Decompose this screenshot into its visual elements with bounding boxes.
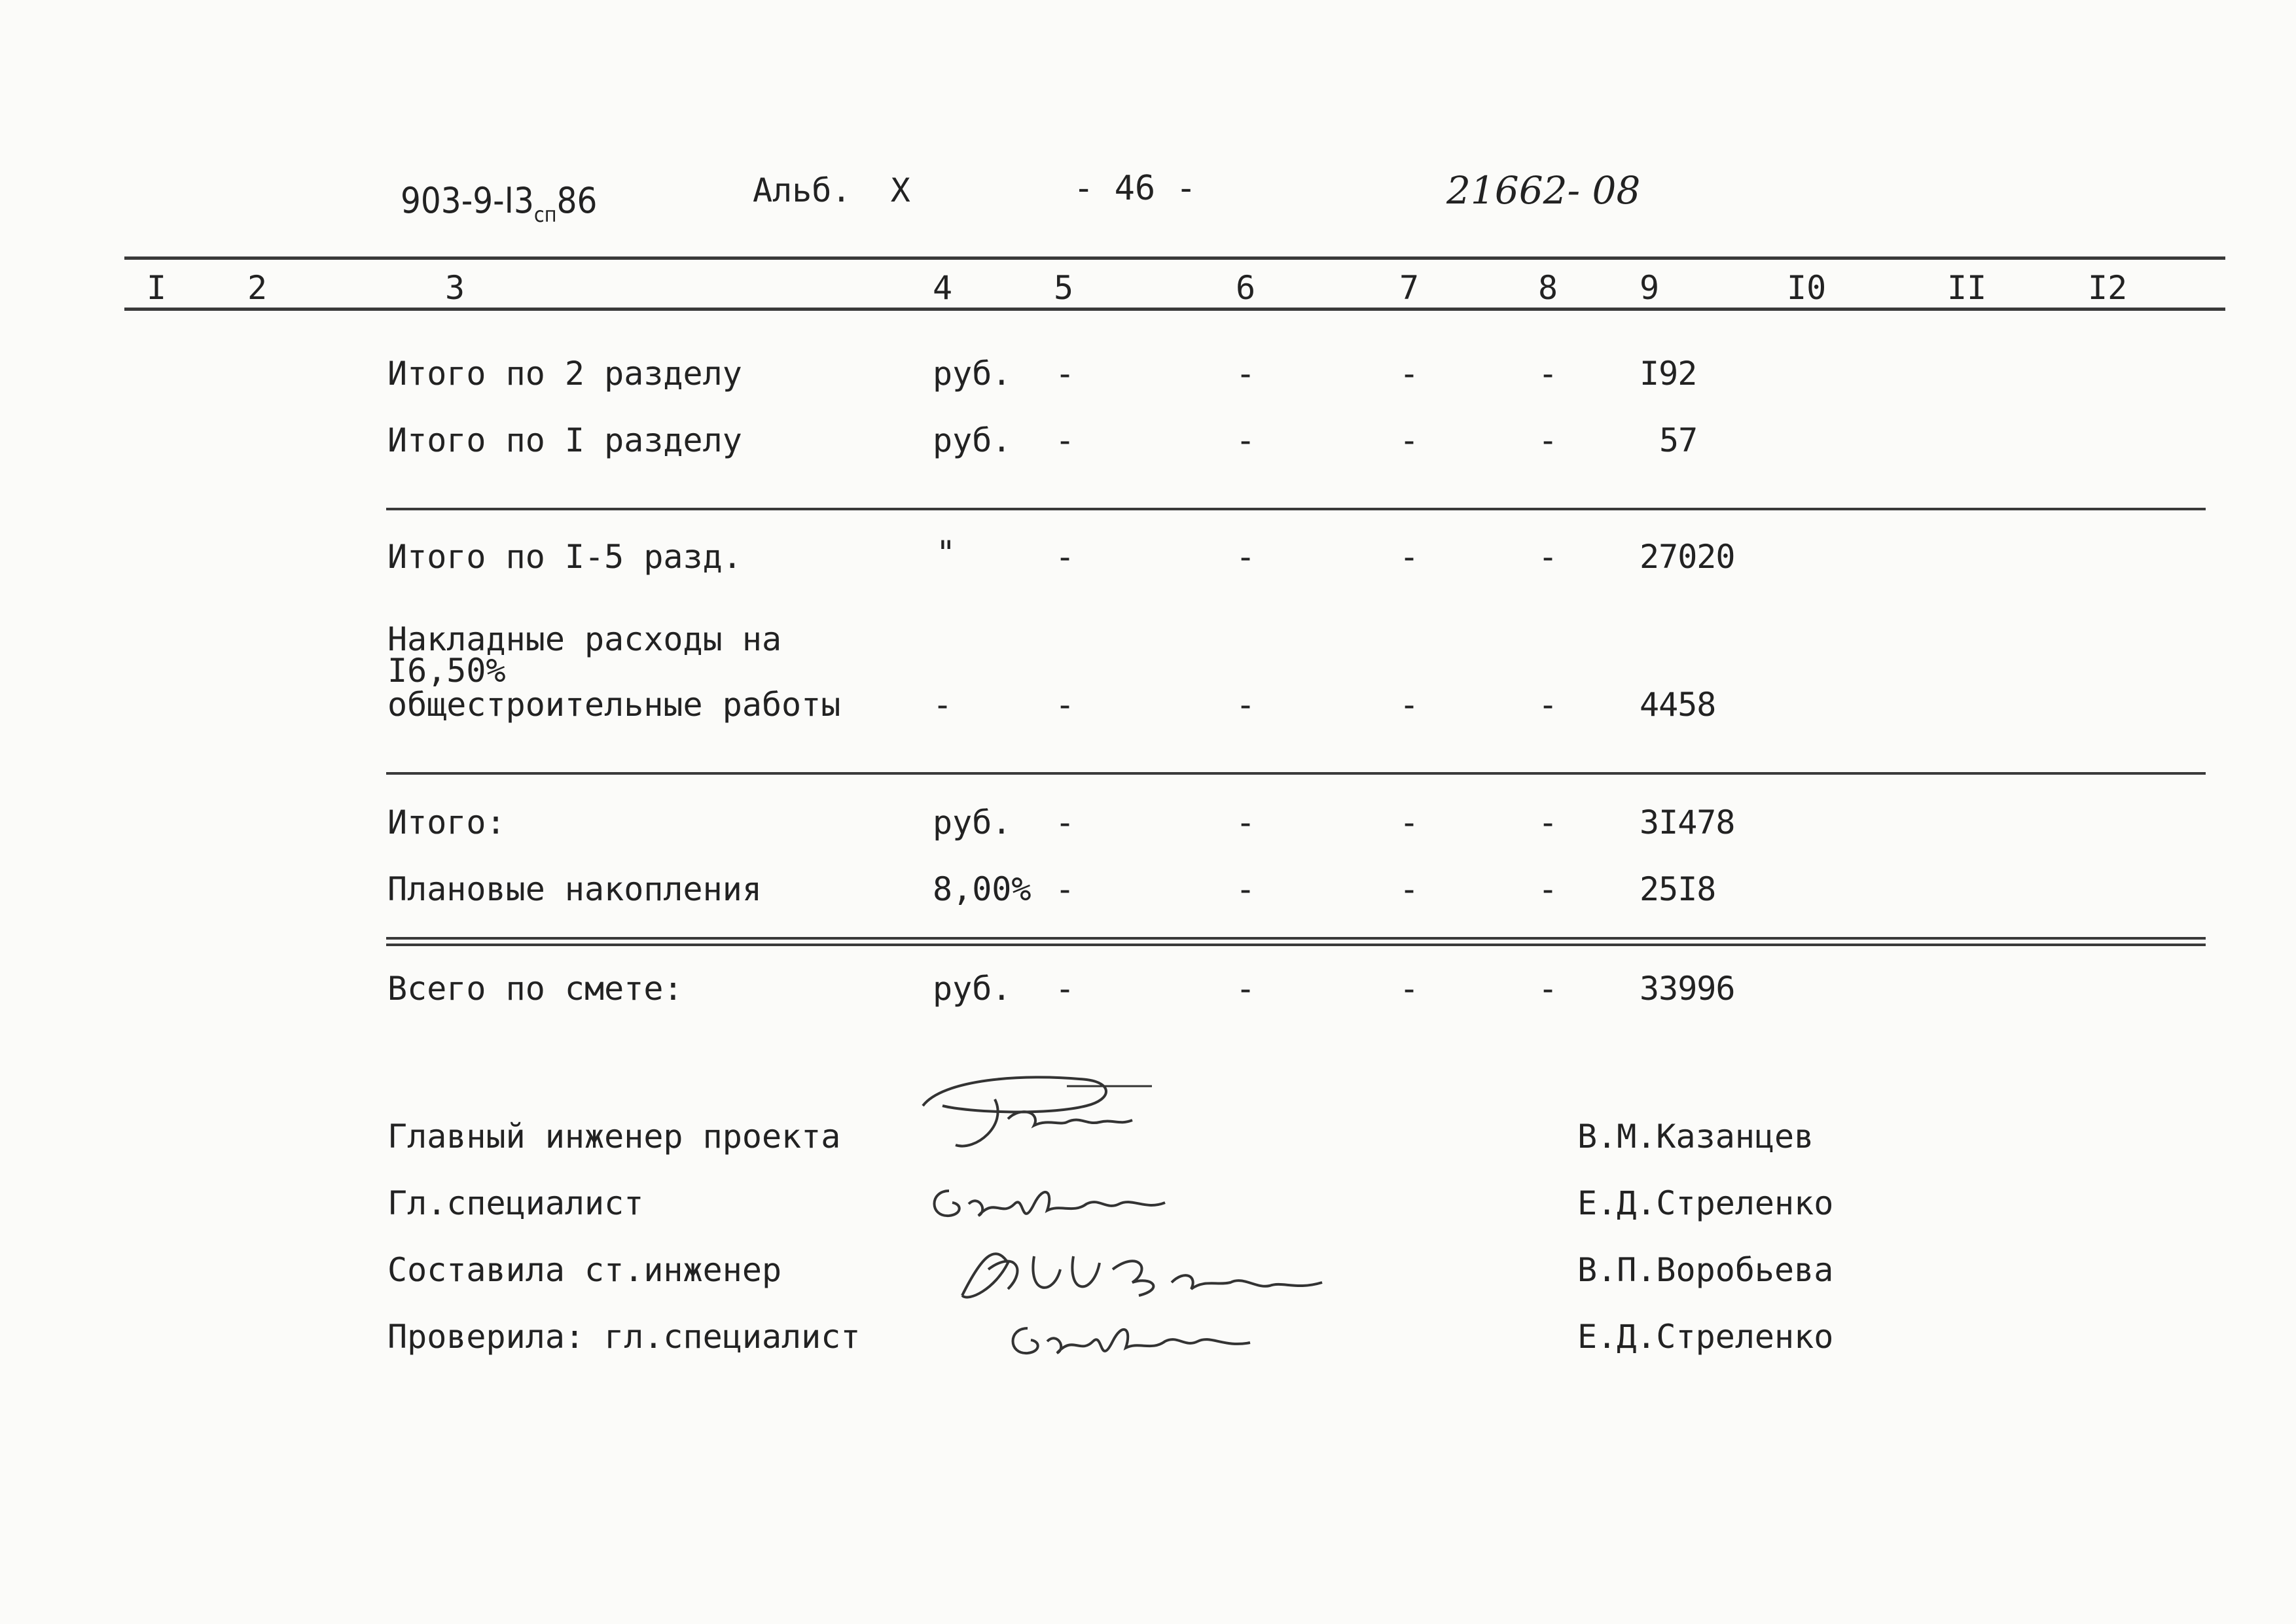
row-5-col7: - <box>1399 870 1420 908</box>
row-2-col8: - <box>1538 538 1558 576</box>
col-3-header: 3 <box>445 269 465 307</box>
row-5-col8: - <box>1538 870 1558 908</box>
header-bottom-rule <box>124 308 2225 311</box>
sign-person-0: В.М.Казанцев <box>1577 1118 1814 1156</box>
row-4-col7: - <box>1399 803 1420 841</box>
row-6-unit: руб. <box>933 970 1012 1008</box>
sign-person-3: Е.Д.Стреленко <box>1577 1318 1834 1356</box>
row-2-col5: - <box>1055 538 1075 576</box>
doc-code-year: 86 <box>556 180 598 221</box>
row-5-name: Плановые накопления <box>387 870 762 908</box>
row-0-col7: - <box>1399 355 1420 393</box>
section-divider-3 <box>386 937 2206 940</box>
row-4-col8: - <box>1538 803 1558 841</box>
doc-code-subscript: сп <box>533 202 557 227</box>
col-6-header: 6 <box>1236 269 1256 307</box>
header-top-rule <box>124 256 2225 260</box>
section-divider-2 <box>386 772 2206 775</box>
row-4-name: Итого: <box>387 803 506 841</box>
sign-person-2: В.П.Воробьева <box>1577 1251 1834 1289</box>
col-5-header: 5 <box>1054 269 1074 307</box>
row-1-col6: - <box>1236 421 1256 459</box>
sign-role-0: Главный инженер проекта <box>387 1118 841 1156</box>
row-5-col9: 25I8 <box>1640 870 1716 908</box>
signature-strelenko-2 <box>1001 1302 1276 1374</box>
row-2-name: Итого по I-5 разд. <box>387 538 742 576</box>
section-divider-3b <box>386 944 2206 946</box>
signature-strelenko-1 <box>923 1165 1198 1237</box>
row-6-name: Всего по смете: <box>387 970 683 1008</box>
col-12-header: I2 <box>2088 269 2128 307</box>
sign-person-1: Е.Д.Стреленко <box>1577 1184 1834 1222</box>
row-3-name-line1: Накладные расходы на <box>387 620 782 658</box>
row-3-name-line3: общестроительные работы <box>387 686 841 724</box>
row-1-col5: - <box>1055 421 1075 459</box>
row-3-col9: 4458 <box>1640 686 1716 724</box>
sign-role-2: Составила ст.инженер <box>387 1251 782 1289</box>
col-10-header: I0 <box>1787 269 1827 307</box>
section-divider-1 <box>386 508 2206 510</box>
row-3-col8: - <box>1538 686 1558 724</box>
doc-code <box>401 180 598 227</box>
row-2-unit: " <box>936 534 956 572</box>
row-1-col8: - <box>1538 421 1558 459</box>
row-4-unit: руб. <box>933 803 1012 841</box>
row-5-unit: 8,00% <box>933 870 1031 908</box>
row-6-col8: - <box>1538 970 1558 1008</box>
row-5-col6: - <box>1236 870 1256 908</box>
row-2-col7: - <box>1399 538 1420 576</box>
row-3-name-line2: I6,50% <box>387 652 506 690</box>
sign-role-3: Проверила: гл.специалист <box>387 1318 861 1356</box>
row-4-col6: - <box>1236 803 1256 841</box>
row-3-col7: - <box>1399 686 1420 724</box>
col-1-header: I <box>147 269 167 307</box>
row-3-col6: - <box>1236 686 1256 724</box>
row-2-col9: 27020 <box>1640 538 1735 576</box>
row-0-col9: I92 <box>1640 355 1697 393</box>
row-6-col5: - <box>1055 970 1075 1008</box>
row-6-col6: - <box>1236 970 1256 1008</box>
row-2-col6: - <box>1236 538 1256 576</box>
row-6-col7: - <box>1399 970 1420 1008</box>
row-4-col9: 3I478 <box>1640 803 1735 841</box>
col-2-header: 2 <box>247 269 268 307</box>
col-8-header: 8 <box>1538 269 1558 307</box>
row-0-unit: руб. <box>933 355 1012 393</box>
register-number: 21662- 08 <box>1446 168 1641 213</box>
col-9-header: 9 <box>1640 269 1660 307</box>
signature-kazantsev <box>916 1060 1191 1165</box>
sign-role-1: Гл.специалист <box>387 1184 644 1222</box>
row-1-col7: - <box>1399 421 1420 459</box>
col-7-header: 7 <box>1399 269 1420 307</box>
row-0-col5: - <box>1055 355 1075 393</box>
row-6-col9: 33996 <box>1640 970 1735 1008</box>
row-3-col5: - <box>1055 686 1075 724</box>
doc-code-main: 903-9-I3 <box>401 180 534 221</box>
col-4-header: 4 <box>933 269 953 307</box>
col-11-header: II <box>1947 269 1987 307</box>
row-4-col5: - <box>1055 803 1075 841</box>
row-0-col8: - <box>1538 355 1558 393</box>
row-5-col5: - <box>1055 870 1075 908</box>
row-1-unit: руб. <box>933 421 1012 459</box>
album-label: Альб. X <box>753 171 910 209</box>
row-0-col6: - <box>1236 355 1256 393</box>
page-number: - 46 - <box>1073 169 1196 208</box>
row-1-name: Итого по I разделу <box>387 421 742 459</box>
row-0-name: Итого по 2 разделу <box>387 355 742 393</box>
row-1-col9: 57 <box>1659 421 1698 459</box>
row-3-unit: - <box>933 686 953 724</box>
